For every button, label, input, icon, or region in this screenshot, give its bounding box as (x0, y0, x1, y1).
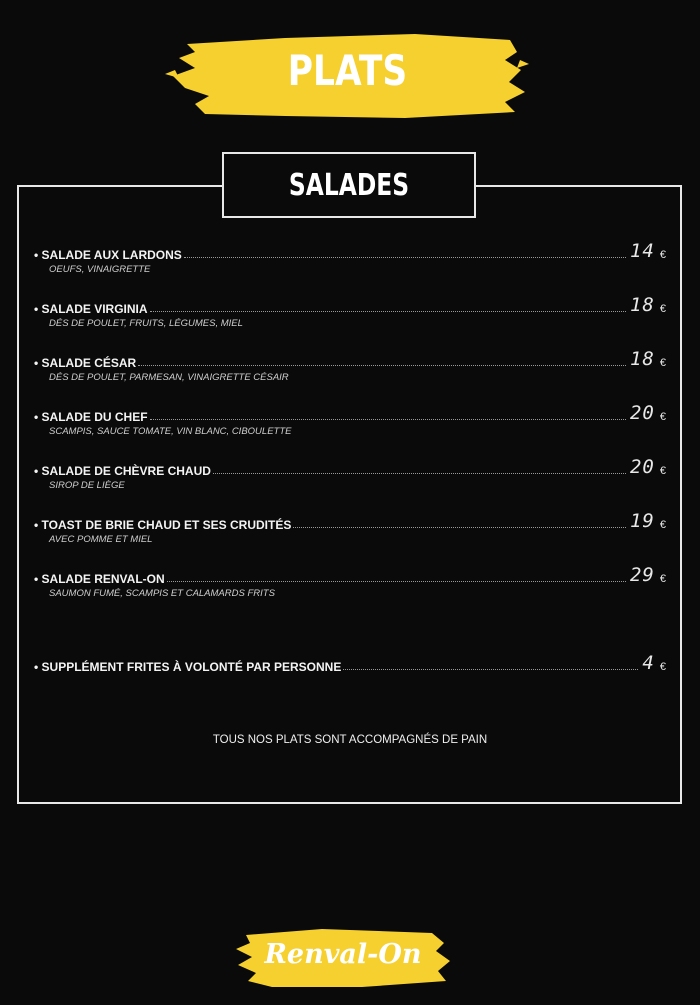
currency-symbol: € (659, 303, 666, 315)
dot-leader (150, 311, 626, 312)
dot-leader (343, 669, 638, 670)
menu-item (34, 296, 666, 329)
currency-symbol: € (659, 661, 666, 673)
item-description: SIROP DE LIÈGE (49, 480, 125, 491)
logo-banner (232, 925, 454, 991)
title-banner (165, 30, 530, 122)
menu-item (34, 458, 666, 491)
item-price: 20 (629, 456, 655, 478)
item-description: DÉS DE POULET, PARMESAN, VINAIGRETTE CÉSAIR (49, 372, 289, 383)
dot-leader (184, 257, 626, 258)
currency-symbol: € (659, 465, 666, 477)
item-description: AVEC POMME ET MIEL (49, 534, 153, 545)
item-price: 18 (629, 348, 655, 370)
currency-symbol: € (659, 357, 666, 369)
dot-leader (213, 473, 626, 474)
dot-leader (138, 365, 626, 366)
page-title: PLATS (287, 46, 408, 95)
section-title: SALADES (288, 168, 410, 203)
menu-item-supplement (34, 654, 666, 674)
item-description: SCAMPIS, SAUCE TOMATE, VIN BLANC, CIBOULETTE (49, 426, 292, 437)
currency-symbol: € (659, 249, 666, 261)
dot-leader (293, 527, 626, 528)
dot-leader (150, 419, 626, 420)
item-price: 20 (629, 402, 655, 424)
menu-item (34, 242, 666, 275)
menu-item (34, 350, 666, 383)
item-price: 14 (629, 240, 655, 262)
dot-leader (167, 581, 626, 582)
item-price: 18 (629, 294, 655, 316)
item-name: • TOAST DE BRIE CHAUD ET SES CRUDITÉS (34, 518, 291, 532)
item-name: • SUPPLÉMENT FRITES À VOLONTÉ PAR PERSONNE (34, 660, 341, 674)
item-description: DÉS DE POULET, FRUITS, LÉGUMES, MIEL (49, 318, 243, 329)
item-description: SAUMON FUMÉ, SCAMPIS ET CALAMARDS FRITS (49, 588, 275, 599)
section-header (222, 152, 476, 218)
item-name: • SALADE AUX LARDONS (34, 248, 182, 262)
bread-note: TOUS NOS PLATS SONT ACCOMPAGNÉS DE PAIN (212, 734, 488, 746)
item-name: • SALADE CÉSAR (34, 356, 136, 370)
menu-item (34, 404, 666, 437)
item-price: 4 (642, 652, 655, 674)
item-name: • SALADE DE CHÈVRE CHAUD (34, 464, 211, 478)
item-name: • SALADE RENVAL-ON (34, 572, 165, 586)
menu-item (34, 566, 666, 599)
item-price: 29 (629, 564, 655, 586)
item-name: • SALADE VIRGINIA (34, 302, 148, 316)
item-description: OEUFS, VINAIGRETTE (49, 264, 151, 275)
logo-text: Renval-On (264, 939, 422, 970)
currency-symbol: € (659, 519, 666, 531)
menu-item (34, 512, 666, 545)
currency-symbol: € (659, 411, 666, 423)
item-price: 19 (629, 510, 655, 532)
item-name: • SALADE DU CHEF (34, 410, 148, 424)
menu-frame (17, 185, 682, 804)
currency-symbol: € (659, 573, 666, 585)
